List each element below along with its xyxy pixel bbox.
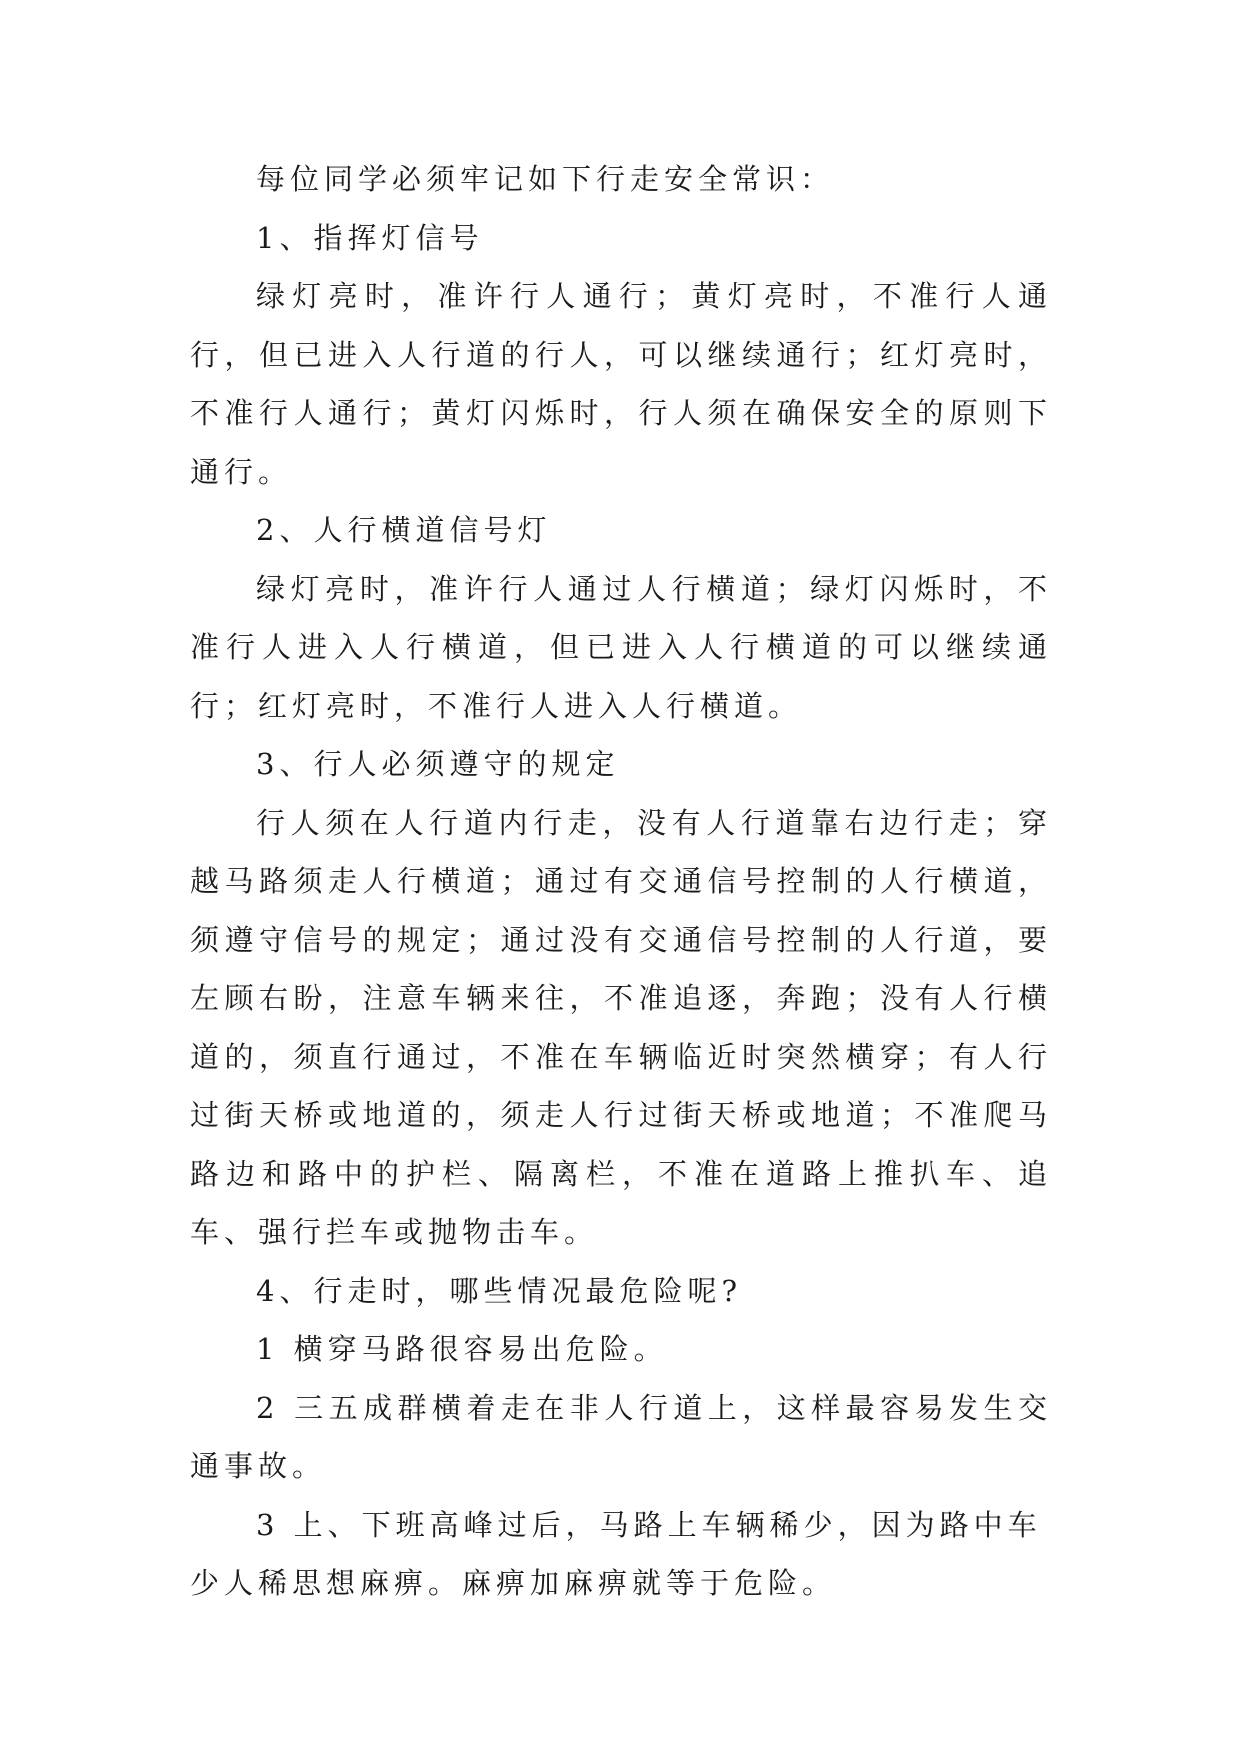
heading-crosswalk-signals: 2、人行横道信号灯 [256, 513, 552, 547]
heading-pedestrian-rules: 3、行人必须遵守的规定 [256, 747, 620, 781]
paragraph-crosswalk-rules: 绿灯亮时，准许行人通过人行横道；绿灯闪烁时，不准行人进入人行横道，但已进入人行横道的可以继续通行；红灯亮时，不准行人进入人行横道。 [190, 571, 1052, 723]
heading-traffic-light-signals: 1、指挥灯信号 [256, 220, 484, 255]
danger-item-1: 1 横穿马路很容易出危险。 [256, 1332, 668, 1366]
heading-danger-situations: 4、行走时，哪些情况最危险呢? [256, 1273, 742, 1308]
danger-item-2: 2 三五成群横着走在非人行道上，这样最容易发生交通事故。 [190, 1390, 1052, 1483]
paragraph-pedestrian-rules: 行人须在人行道内行走，没有人行道靠右边行走；穿越马路须走人行横道；通过有交通信号控制的人行横道，须遵守信号的规定；通过没有交通信号控制的人行道，要左顾右盼，注意车辆来往，不准追逐，奔跑；没有人行横道的，须直行通过，不准在车辆临近时突然横穿；有人行过街天桥或地道的，须走人行过街天桥或地道；不准爬马路边和路中的护栏、隔离栏，不准在道路上推扒车、追车、强行拦车或抛物击车。 [190, 805, 1052, 1249]
danger-item-3: 3 上、下班高峰过后，马路上车辆稀少，因为路中车少人稀思想麻痹。麻痹加麻痹就等于危险。 [190, 1507, 1042, 1600]
paragraph-traffic-light-rules: 绿灯亮时，准许行人通行；黄灯亮时，不准行人通行，但已进入人行道的行人，可以继续通行；红灯亮时，不准行人通行；黄灯闪烁时，行人须在确保安全的原则下通行。 [190, 279, 1052, 489]
intro-paragraph: 每位同学必须牢记如下行走安全常识： [256, 162, 835, 196]
document-body [190, 150, 1052, 1613]
